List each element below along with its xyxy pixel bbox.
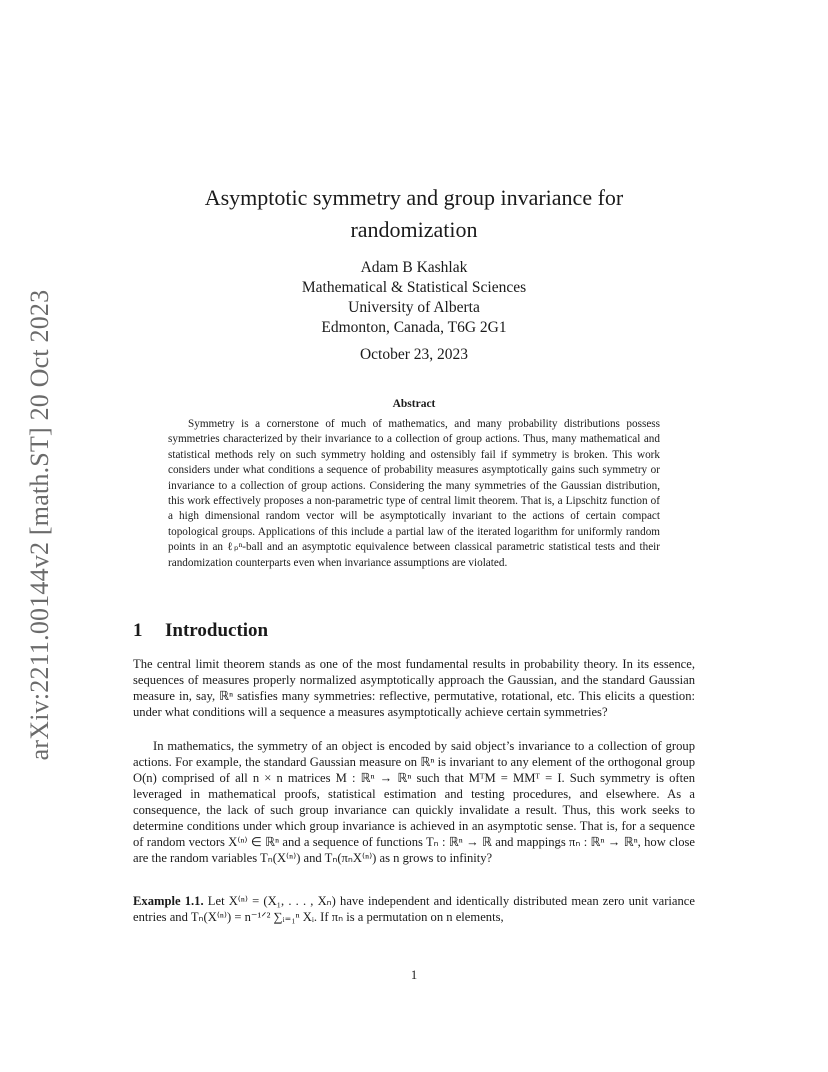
author-name: Adam B Kashlak [360, 259, 468, 276]
intro-paragraph-2: In mathematics, the symmetry of an object is encoded by said object’s invariance to a collection of group actions. For example, the standard Gaussian measure on ℝⁿ is invariant to any element of the orthogonal group O(n) comprised of all n × n matrices M : ℝⁿ → ℝⁿ such that MᵀM = MMᵀ = I. Such symmetry is often leveraged in mathematical proofs, statistical estimation and testing procedures, and elsewhere. As a consequence, the lack of such group invariance can quickly invalidate a result. Thus, this work seeks to determine conditions under which group invariance is achieved in an asymptotic sense. That is, for a sequence of random vectors X⁽ⁿ⁾ ∈ ℝⁿ and a sequence of functions Tₙ : ℝⁿ → ℝ and mappings πₙ : ℝⁿ → ℝⁿ, how close are the random variables Tₙ(X⁽ⁿ⁾) and Tₙ(πₙX⁽ⁿ⁾) as n grows to infinity? [133, 739, 695, 865]
arxiv-identifier-stamp[interactable]: arXiv:2211.00144v2 [math.ST] 20 Oct 2023 [25, 289, 54, 761]
section-number: 1 [133, 620, 143, 641]
author-department: Mathematical & Statistical Sciences [301, 279, 527, 296]
page-number: 1 [410, 968, 418, 982]
intro-paragraph-1: The central limit theorem stands as one of the most fundamental results in probability theory. In its essence, sequences of measures properly normalized asymptotically approach the Gaussian, and the standard Gaussian measure in, say, ℝⁿ satisfies many symmetries: reflective, permutative, rotational, etc. This elicits a question: under what conditions will a sequence a measures asymptotically achieve certain symmetries? [133, 657, 695, 719]
example-label: Example 1.1. [133, 894, 204, 908]
author-block [200, 258, 628, 338]
example-block [133, 893, 695, 925]
example-text: Let X⁽ⁿ⁾ = (X₁, . . . , Xₙ) have independent and identically distributed mean zero unit variance entries and Tₙ(X⁽ⁿ⁾) = n⁻¹ᐟ² ∑ᵢ₌₁ⁿ Xᵢ. If πₙ is a permutation on n elements, [133, 894, 695, 924]
abstract-text: Symmetry is a cornerstone of much of mathematics, and many probability distributions possess symmetries characterized by their invariance to a collection of group actions. Thus, many mathematical and statistical methods rely on such symmetry holding and ostensibly fail if symmetry is broken. This work considers under what conditions a sequence of probability measures asymptotically gains such symmetry or invariance to a collection of group actions. Considering the many symmetries of the Gaussian distribution, this work effectively proposes a non-parametric type of central limit theorem. That is, a Lipschitz function of a high dimensional random vector will be asymptotically invariant to the actions of certain compact topological groups. Applications of this include a partial law of the iterated logarithm for uniformly random points in an ℓₚⁿ-ball and an asymptotic equivalence between classical parametric statistical tests and their randomization counterparts even when invariance assumptions are violated. [168, 418, 660, 569]
author-university: University of Alberta [348, 299, 480, 316]
paper-title: Asymptotic symmetry and group invariance for randomization [204, 185, 624, 242]
section-title: Introduction [165, 620, 269, 641]
abstract-heading: Abstract [392, 398, 436, 410]
paper-date: October 23, 2023 [359, 346, 469, 363]
author-location: Edmonton, Canada, T6G 2G1 [321, 319, 507, 336]
section-heading [133, 620, 693, 642]
